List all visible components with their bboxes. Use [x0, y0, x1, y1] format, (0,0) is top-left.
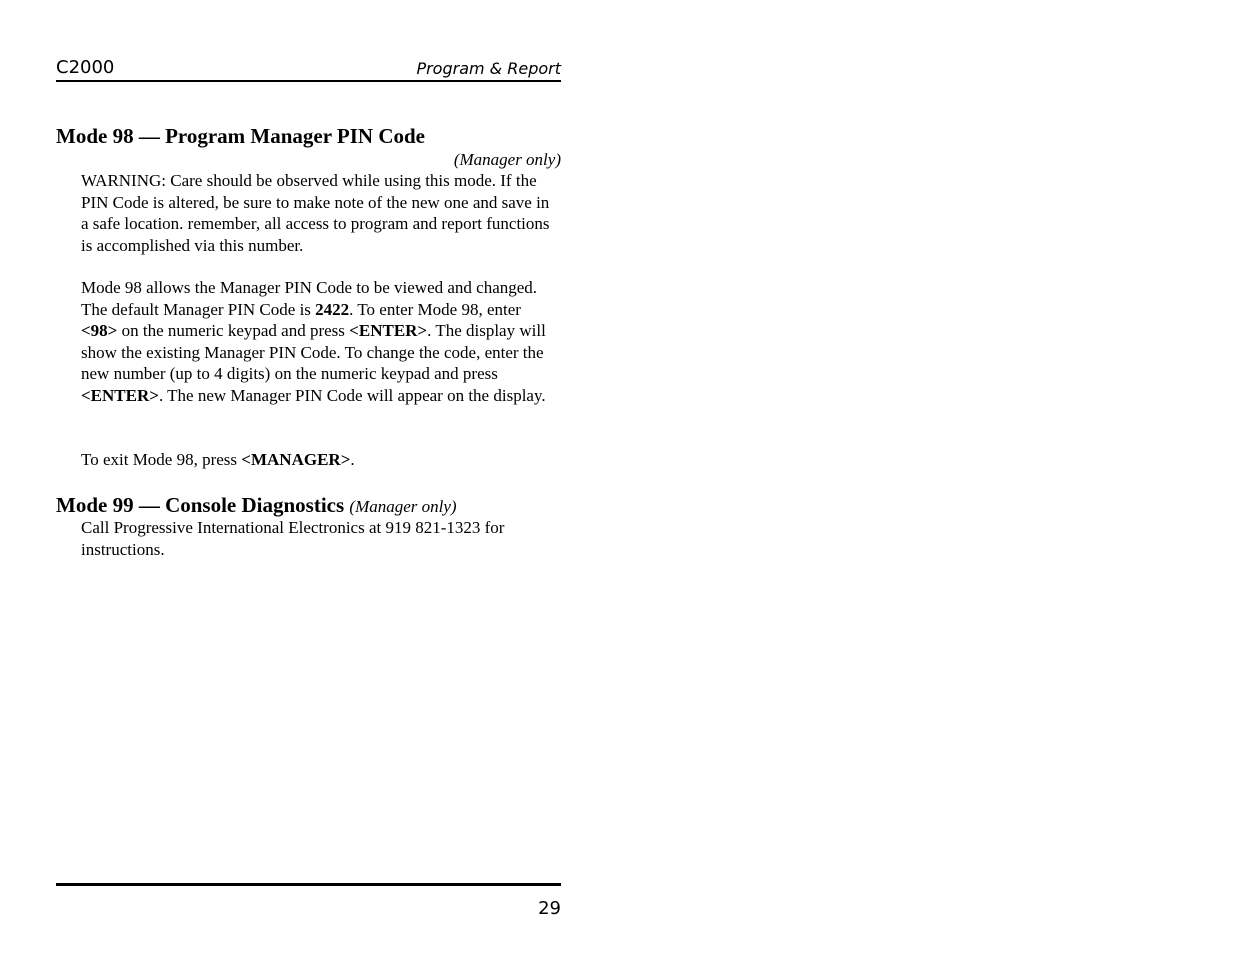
mode98-text-c: on the numeric keypad and press: [117, 321, 350, 340]
page-header: [56, 57, 561, 82]
footer-rule: [56, 883, 561, 886]
exit-text-a: To exit Mode 98, press: [81, 450, 242, 469]
mode98-title: Mode 98 — Program Manager PIN Code: [56, 124, 425, 148]
key-98: <98>: [81, 321, 118, 340]
mode98-warning: WARNING: Care should be observed while using this mode. If the PIN Code is altered, be sure to make note of the new one and save in a safe location. remember, all access to program and report functions is accomplished via this number.: [81, 171, 550, 255]
header-product: C2000: [56, 57, 115, 78]
mode99-heading: [56, 492, 457, 520]
key-enter-second: <ENTER>: [81, 385, 159, 405]
key-enter: <ENTER>: [349, 321, 428, 340]
header-section: Program & Report: [416, 59, 561, 78]
mode98-note: (Manager only): [453, 150, 561, 169]
mode99-note: (Manager only): [349, 497, 457, 516]
mode98-text-e: . The new Manager PIN Code will appear on the display.: [158, 385, 546, 405]
mode98-exit: [81, 449, 561, 471]
mode98-text-a: Mode 98 allows the Manager PIN Code to be viewed and changed. The default Manager PIN Code is: [81, 278, 538, 319]
exit-text-b: .: [350, 450, 355, 469]
manual-page: [56, 0, 561, 954]
key-manager: <MANAGER>: [241, 450, 351, 469]
mode99-body: Call Progressive International Electronics at 919 821-1323 for instructions.: [81, 518, 505, 559]
mode98-text-d: . The display will show the existing Manager PIN Code. To change the code, enter the new number (up to 4 digits) on the numeric keypad and press: [81, 321, 546, 383]
mode99-title: Mode 99 — Console Diagnostics: [56, 493, 345, 517]
mode98-text-b: . To enter Mode 98, enter: [349, 299, 521, 319]
mode98-description: [81, 277, 561, 406]
page-number: 29: [538, 898, 561, 919]
default-pin: 2422: [315, 299, 350, 319]
